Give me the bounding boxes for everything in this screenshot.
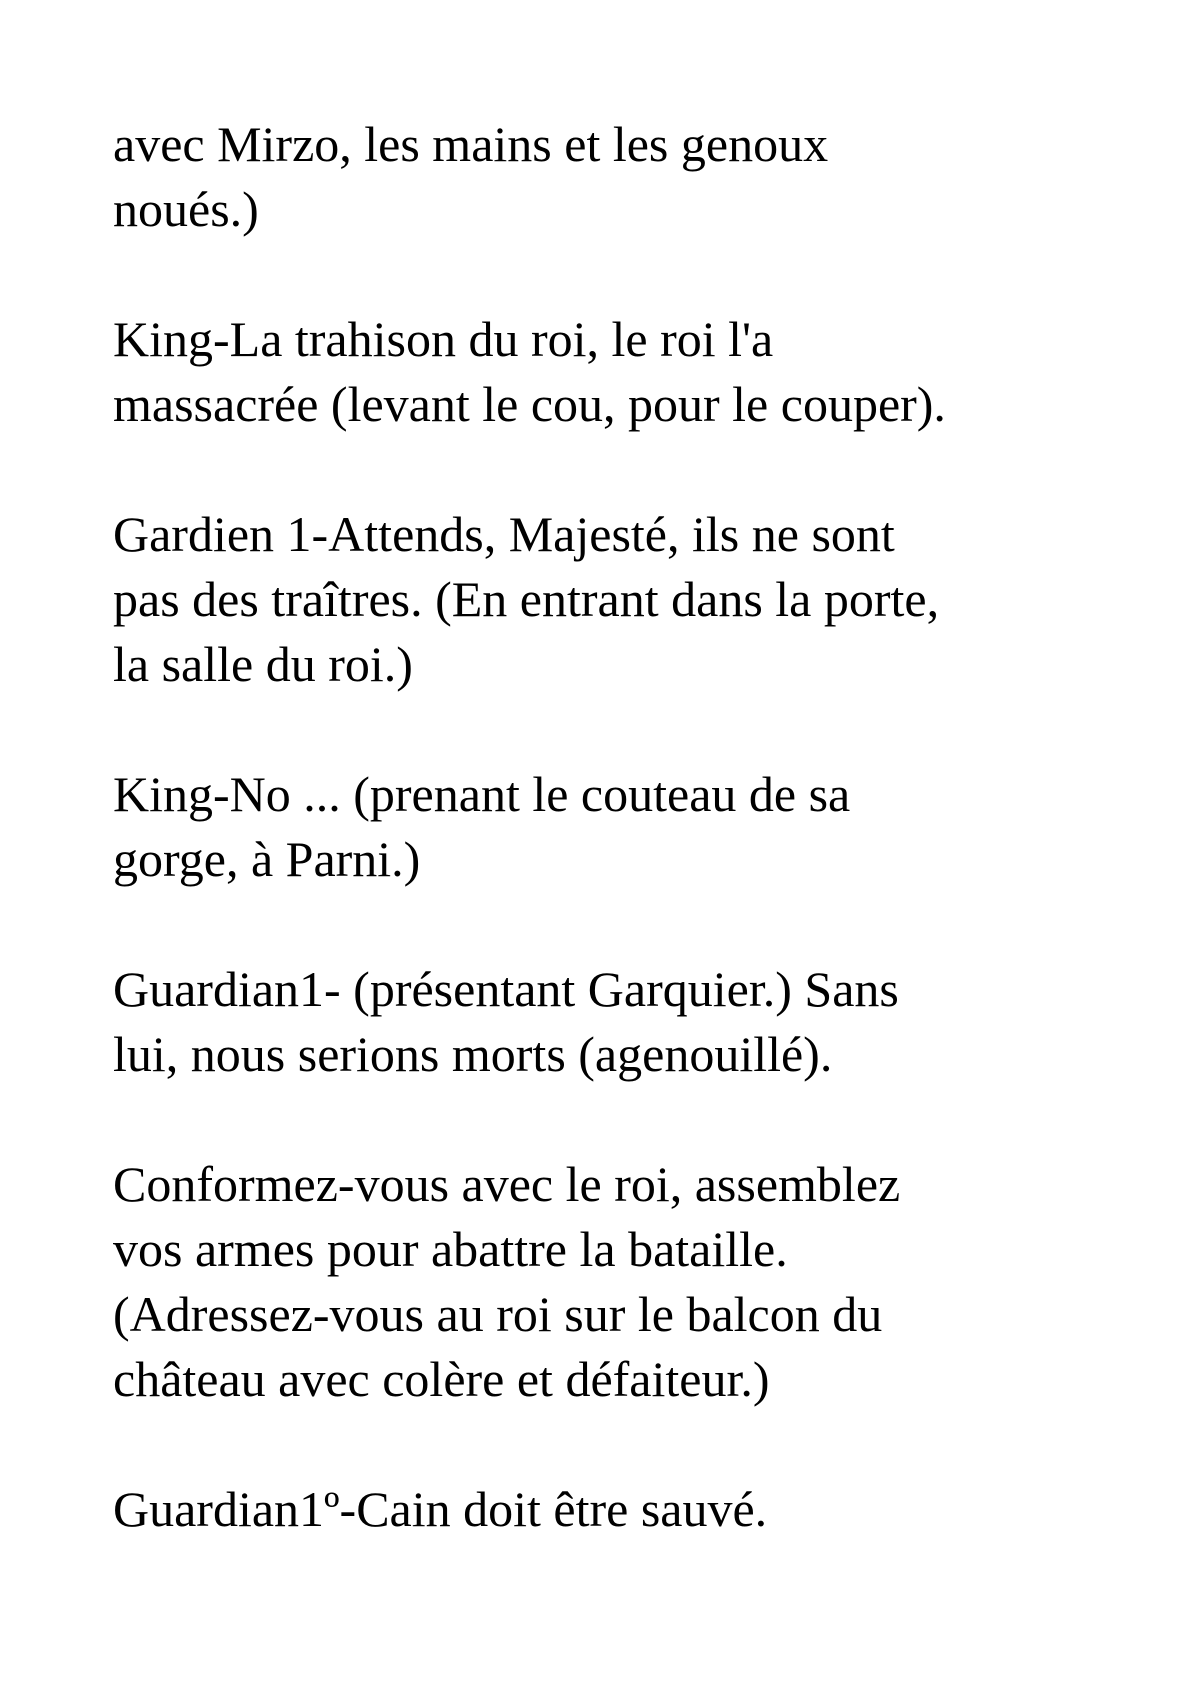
paragraph-stage-direction [113,112,1113,242]
text-line: la salle du roi.) [113,636,413,692]
paragraph-king-line [113,307,1113,437]
text-line: King-La trahison du roi, le roi l'a [113,311,774,367]
text-line: massacrée (levant le cou, pour le couper). [113,376,946,432]
text-line: Conformez-vous avec le roi, assemblez [113,1156,901,1212]
text-line: King-No ... (prenant le couteau de sa [113,766,851,822]
text-line: lui, nous serions morts (agenouillé). [113,1026,833,1082]
paragraph-conformez-line [113,1152,1113,1412]
text-line: pas des traîtres. (En entrant dans la porte, [113,571,940,627]
text-line: château avec colère et défaiteur.) [113,1351,770,1407]
text-line: vos armes pour abattre la bataille. [113,1221,788,1277]
text-line: noués.) [113,181,259,237]
paragraph-guardian-line [113,957,1113,1087]
document-body [113,112,1113,1607]
paragraph-gardien-line [113,502,1113,697]
text-line: gorge, à Parni.) [113,831,421,887]
text-line: Guardian1- (présentant Garquier.) Sans [113,961,899,1017]
text-line: Guardian1º-Cain doit être sauvé. [113,1481,768,1537]
paragraph-king-no-line [113,762,1113,892]
paragraph-guardian-cain-line [113,1477,1113,1542]
text-line: (Adressez-vous au roi sur le balcon du [113,1286,883,1342]
text-line: avec Mirzo, les mains et les genoux [113,116,829,172]
text-line: Gardien 1-Attends, Majesté, ils ne sont [113,506,895,562]
